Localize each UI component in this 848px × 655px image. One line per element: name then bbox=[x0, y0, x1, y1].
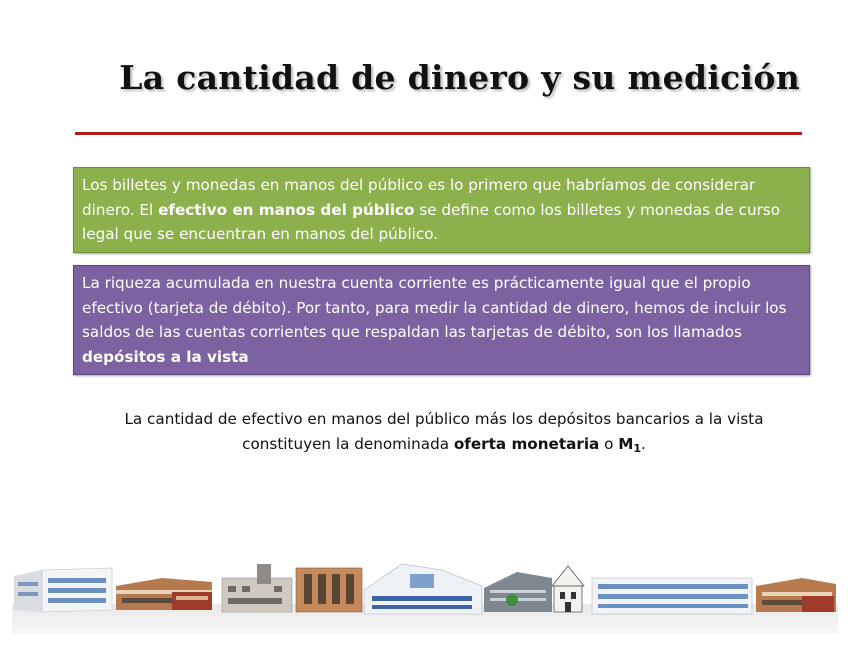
money-supply-term: oferta monetaria bbox=[453, 435, 600, 453]
m1-subscript: 1 bbox=[633, 442, 642, 455]
cash-text-part-2: se define como los billetes y monedas de curso legal que se encuentran en manos del público. bbox=[82, 200, 781, 243]
conclusion-text bbox=[60, 407, 828, 461]
cash-text-part-1: Los billetes y monedas en manos del público es lo primero que habríamos de considerar dinero. El bbox=[82, 176, 756, 219]
conclusion-line-2 bbox=[60, 432, 828, 461]
building-9 bbox=[756, 578, 836, 612]
deposits-term-bold: depósitos a la vista bbox=[82, 347, 249, 366]
building-5 bbox=[364, 564, 482, 614]
definition-box-deposits bbox=[73, 265, 810, 375]
deposits-text-part-1: La riqueza acumulada en nuestra cuenta corriente es prácticamente igual que el propio efectivo (tarjeta de débito). Por tanto, para medir la cantidad de dinero, hemos de incluir los saldos de las cuentas corrientes que respaldan las tarjetas de débito, son los llamados bbox=[82, 274, 787, 341]
buildings-skyline-illustration bbox=[12, 556, 838, 636]
building-4 bbox=[296, 568, 362, 612]
conclusion-line-1: La cantidad de efectivo en manos del público más los depósitos bancarios a la vista bbox=[124, 410, 764, 428]
slide-title: La cantidad de dinero y su medición bbox=[119, 58, 800, 97]
conclusion-text-part: constituyen la denominada bbox=[242, 435, 454, 453]
title-underline bbox=[75, 132, 802, 135]
m1-letter: M bbox=[618, 435, 634, 453]
building-3 bbox=[222, 564, 292, 612]
m1-symbol bbox=[618, 435, 641, 453]
building-6 bbox=[484, 572, 552, 612]
building-7 bbox=[552, 566, 584, 612]
building-8 bbox=[592, 578, 752, 614]
cash-term-bold: efectivo en manos del público bbox=[158, 200, 415, 219]
building-2 bbox=[116, 578, 212, 610]
conclusion-period: . bbox=[641, 435, 646, 453]
building-1 bbox=[14, 568, 112, 612]
definition-box-cash bbox=[73, 167, 810, 253]
conclusion-connector: o bbox=[599, 435, 619, 453]
